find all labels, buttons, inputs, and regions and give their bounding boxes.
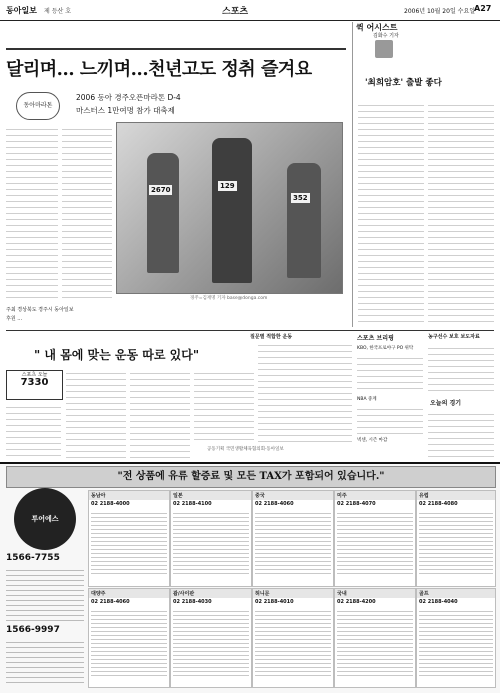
ad-phone: 1566-9997 xyxy=(6,625,60,635)
article-column-2 xyxy=(62,124,112,302)
info-box-label: 스포츠 오늘 xyxy=(21,372,48,378)
mid-text-3 xyxy=(130,368,190,458)
runner-figure xyxy=(287,163,321,278)
ad-cell-text xyxy=(91,608,167,677)
ad-phone: 1566-7755 xyxy=(6,553,60,563)
brief-title: 스포츠 브리핑 xyxy=(357,335,394,342)
feature-rule xyxy=(6,48,346,50)
issue-date: 2006년 10월 20일 수요일 xyxy=(404,8,476,15)
brief-item: NBA 중계 xyxy=(357,397,377,402)
ad-cell-label: 허니문 xyxy=(253,589,333,598)
ad-cell xyxy=(252,490,334,587)
ad-cell xyxy=(88,490,170,587)
ad-cell xyxy=(334,490,416,587)
column-author: 김화수 기자 xyxy=(373,33,399,39)
ad-cell-text xyxy=(419,608,493,677)
section-title: 스포츠 xyxy=(222,7,249,17)
page-number: A27 xyxy=(474,4,492,13)
right-brief-text xyxy=(428,343,494,395)
article-column-1 xyxy=(6,124,58,302)
feature-subhead-2: 마스터스 1만여명 참가 대축제 xyxy=(76,106,175,115)
ad-cell-label: 대양주 xyxy=(89,589,169,598)
ad-cell-label: 동남아 xyxy=(89,491,169,500)
ad-cell-text xyxy=(255,608,331,677)
ad-cell-text xyxy=(91,510,167,577)
ad-cell-label: 미주 xyxy=(335,491,415,500)
marathon-photo xyxy=(116,122,343,294)
ad-cell-label: 중국 xyxy=(253,491,333,500)
ad-cell-text xyxy=(419,510,493,577)
race-bib: 352 xyxy=(293,194,308,202)
schedule-title: 오늘의 경기 xyxy=(430,400,462,407)
ad-cell-phone: 02 2188-4060 xyxy=(91,599,130,605)
ad-cell-label: 일본 xyxy=(171,491,251,500)
brief-text xyxy=(357,353,423,393)
photo-caption: 경주=김재명 기자 base@donga.com xyxy=(190,296,268,301)
schedule-text xyxy=(428,409,494,457)
runner-figure xyxy=(147,153,179,273)
ad-cell xyxy=(416,588,496,688)
mid-text-2 xyxy=(66,368,126,458)
ad-cell xyxy=(170,588,252,688)
mid-box-note: 공동기획 국민생활체육협의회·동아일보 xyxy=(207,447,284,452)
mid-text-1 xyxy=(6,402,61,458)
race-bib: 129 xyxy=(220,182,235,190)
sponsor-block xyxy=(6,306,116,324)
ad-cell-text xyxy=(255,510,331,577)
ad-cell-text xyxy=(173,608,249,677)
ad-cell xyxy=(252,588,334,688)
ad-text xyxy=(6,566,84,622)
ad-text xyxy=(6,638,84,686)
mid-box-title: 질문별 적합한 운동 xyxy=(250,334,293,340)
brief-text xyxy=(357,404,423,434)
ad-cell-phone: 02 2188-4200 xyxy=(337,599,376,605)
ad-cell xyxy=(416,490,496,587)
ad-cell xyxy=(88,588,170,688)
mid-box-text xyxy=(258,340,352,444)
ad-cell-text xyxy=(173,510,249,577)
sponsor-line: 주최 경상북도 경주시 동아일보 xyxy=(6,307,74,313)
brief-item: 넥센, 시즌 마감 xyxy=(357,438,388,443)
ad-logo: 투어에스 xyxy=(14,488,76,550)
column-title: 퀵 어시스트 xyxy=(356,23,398,32)
issue-number: 제 등산 호 xyxy=(44,8,71,15)
ad-cell-phone: 02 2188-4060 xyxy=(255,501,294,507)
mid-text-4 xyxy=(194,368,254,444)
runner-figure xyxy=(212,138,252,283)
column-headline: '최희암호' 출발 좋다 xyxy=(365,78,442,88)
brief-item: KBO, 한국프로야구 PO 위탁 xyxy=(357,346,414,351)
ad-cell-phone: 02 2188-4040 xyxy=(419,599,458,605)
ad-cell-phone: 02 2188-4100 xyxy=(173,501,212,507)
right-brief-title: 농구선수 보호 보도자료 xyxy=(428,334,480,340)
info-box xyxy=(6,370,63,400)
ad-banner: "전 상품에 유류 할증료 및 모든 TAX가 포함되어 있습니다." xyxy=(6,466,496,488)
feature-subhead-1: 2006 동아 경주오픈마라톤 D-4 xyxy=(76,93,181,102)
author-photo xyxy=(375,40,393,58)
ad-cell-label: 골프 xyxy=(417,589,495,598)
sponsor-line: 후원 … xyxy=(6,316,23,322)
column-divider xyxy=(352,22,353,327)
ad-cell-phone: 02 2188-4030 xyxy=(173,599,212,605)
marathon-logo: 동아마라톤 xyxy=(16,92,60,120)
ad-cell-phone: 02 2188-4010 xyxy=(255,599,294,605)
masthead: 동아일보 xyxy=(6,6,37,15)
info-box-number: 7330 xyxy=(20,377,49,388)
ad-cell-label: 국내 xyxy=(335,589,415,598)
ad-cell xyxy=(170,490,252,587)
section-rule xyxy=(6,330,494,331)
ad-cell-text xyxy=(337,510,413,577)
ad-cell xyxy=(334,588,416,688)
ad-cell-phone: 02 2188-4070 xyxy=(337,501,376,507)
ad-cell-text xyxy=(337,608,413,677)
column-text-2 xyxy=(428,100,494,325)
feature-quote: " 내 몸에 맞는 운동 따로 있다" xyxy=(34,348,200,362)
ad-cell-phone: 02 2188-4000 xyxy=(91,501,130,507)
column-text-1 xyxy=(358,100,424,325)
feature-headline: 달리며… 느끼며…천년고도 정취 즐겨요 xyxy=(6,59,312,80)
race-bib: 2670 xyxy=(151,186,171,194)
ad-cell-phone: 02 2188-4080 xyxy=(419,501,458,507)
ad-cell-label: 괌/사이판 xyxy=(171,589,251,598)
ad-cell-label: 유럽 xyxy=(417,491,495,500)
